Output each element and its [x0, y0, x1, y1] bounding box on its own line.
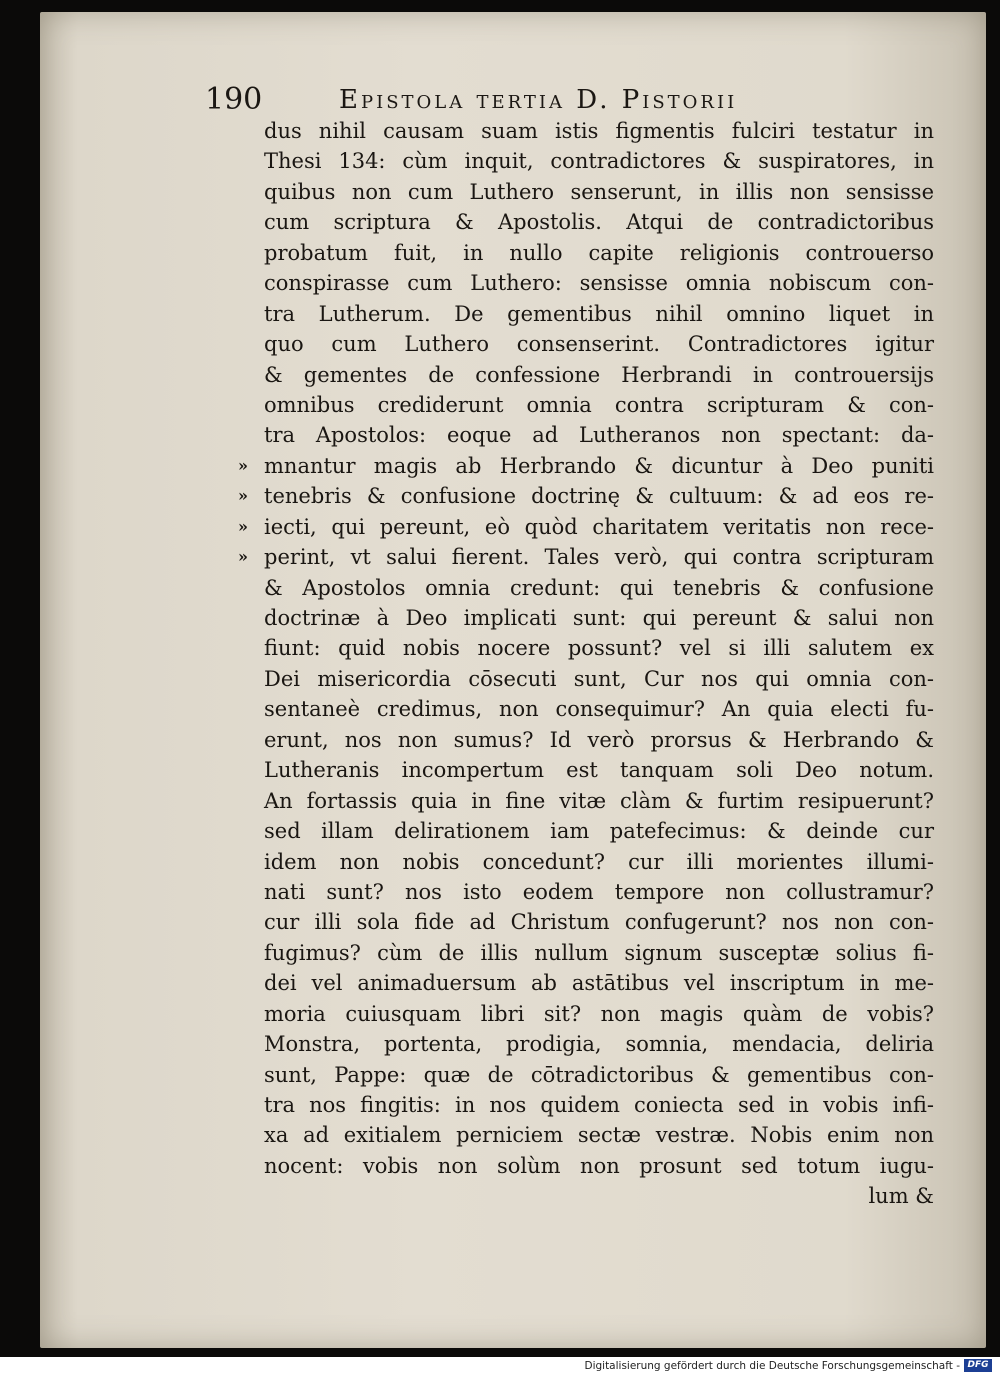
text-line	[238, 481, 934, 511]
text-line	[264, 816, 934, 846]
text-line	[264, 177, 934, 207]
text-line	[264, 1029, 934, 1059]
text-line-content: sunt, Pappe: quæ de cōtradictoribus & gementibus con-	[264, 1062, 934, 1087]
footer-bar	[0, 1357, 1000, 1375]
text-line	[264, 968, 934, 998]
text-line-content: tenebris & confusione doctrinę & cultuum: & ad eos re-	[264, 484, 934, 509]
text-line	[264, 877, 934, 907]
text-line-content: & Apostolos omnia credunt: qui tenebris & confusione	[264, 575, 934, 600]
text-line-content: dus nihil causam suam istis figmentis fulciri testatur in	[264, 119, 934, 143]
text-line	[264, 329, 934, 359]
text-line	[264, 755, 934, 785]
text-line	[264, 725, 934, 755]
text-line	[238, 451, 934, 481]
text-line	[264, 633, 934, 663]
text-line	[264, 1120, 934, 1150]
text-line-content: nati sunt? nos isto eodem tempore non collustramur?	[264, 879, 934, 904]
text-line-content: erunt, nos non sumus? Id verò prorsus & Herbrando &	[264, 727, 934, 752]
text-line-content: xa ad exitialem perniciem sectæ vestræ. Nobis enim non	[264, 1123, 934, 1148]
text-line-content: dei vel animaduersum ab astātibus vel inscriptum in me-	[264, 971, 934, 996]
text-line-content: nocent: vobis non solùm non prosunt sed totum iugu-	[264, 1153, 934, 1178]
quotation-mark: »	[238, 516, 248, 536]
body-text	[238, 116, 944, 1212]
text-line	[264, 146, 934, 176]
text-line-content: omnibus crediderunt omnia contra scripturam & con-	[264, 392, 934, 417]
text-line-content: quo cum Luthero consenserint. Contradictores igitur	[264, 332, 934, 357]
text-line-content: fugimus? cùm de illis nullum signum susceptæ solius fi-	[264, 940, 934, 965]
text-line	[238, 542, 934, 572]
quotation-mark: »	[238, 547, 248, 567]
running-title: Epistola tertia D. Pistorii	[339, 85, 738, 115]
text-line-content: An fortassis quia in fine vitæ clàm & furtim resipuerunt?	[264, 788, 934, 813]
text-line	[264, 1151, 934, 1181]
text-line	[238, 512, 934, 542]
running-head	[205, 80, 905, 120]
text-line-content: idem non nobis concedunt? cur illi morientes illumi-	[264, 849, 934, 874]
text-line	[264, 420, 934, 450]
text-line-content: mnantur magis ab Herbrando & dicuntur à Deo puniti	[264, 453, 934, 478]
text-line	[264, 116, 934, 146]
text-line	[264, 299, 934, 329]
text-line-content: cur illi sola fide ad Christum confugerunt? nos non con-	[264, 910, 934, 935]
text-line	[264, 238, 934, 268]
text-line-content: cum scriptura & Apostolis. Atqui de contradictoribus	[264, 210, 934, 235]
text-line-content: quibus non cum Luthero senserunt, in illis non sensisse	[264, 179, 934, 204]
text-line	[264, 390, 934, 420]
text-line-content: perint, vt salui fierent. Tales verò, qui contra scripturam	[264, 545, 934, 570]
text-line-content: sed illam delirationem iam patefecimus: & deinde cur	[264, 819, 934, 844]
text-line	[264, 360, 934, 390]
text-line-content: conspirasse cum Luthero: sensisse omnia nobiscum con-	[264, 271, 934, 296]
text-line	[264, 786, 934, 816]
text-line-content: tra nos fingitis: in nos quidem coniecta sed in vobis infi-	[264, 1093, 934, 1117]
text-line	[264, 847, 934, 877]
text-line	[264, 207, 934, 237]
text-line	[264, 664, 934, 694]
text-line-content: Thesi 134: cùm inquit, contradictores & suspiratores, in	[264, 149, 934, 174]
text-line	[264, 999, 934, 1029]
text-line	[264, 1090, 934, 1120]
text-line-content: iecti, qui pereunt, eò quòd charitatem veritatis non rece-	[264, 514, 934, 539]
text-line-content: lum &	[868, 1184, 934, 1209]
text-line-content: tra Apostolos: eoque ad Lutheranos non spectant: da-	[264, 423, 934, 448]
text-line-content: probatum fuit, in nullo capite religionis controuerso	[264, 240, 934, 265]
text-line-content: & gementes de confessione Herbrandi in controuersijs	[264, 362, 934, 387]
text-line-content: tra Lutherum. De gementibus nihil omnino liquet in	[264, 301, 934, 326]
text-line	[264, 603, 934, 633]
text-line-content: Dei misericordia cōsecuti sunt, Cur nos qui omnia con-	[264, 666, 934, 691]
dfg-logo-icon: DFG	[964, 1359, 992, 1372]
text-line	[264, 938, 934, 968]
quotation-mark: »	[238, 455, 248, 475]
text-line	[264, 1060, 934, 1090]
text-line-content: Lutheranis incompertum est tanquam soli Deo notum.	[264, 758, 934, 783]
text-line-content: Monstra, portenta, prodigia, somnia, mendacia, deliria	[264, 1032, 934, 1057]
text-line	[264, 1181, 934, 1211]
text-line	[264, 907, 934, 937]
quotation-mark: »	[238, 486, 248, 506]
text-line-content: moria cuiusquam libri sit? non magis quàm de vobis?	[264, 1001, 934, 1026]
text-line-content: doctrinæ à Deo implicati sunt: qui pereunt & salui non	[264, 606, 934, 630]
page-number: 190	[205, 82, 263, 117]
text-line	[264, 694, 934, 724]
text-line	[264, 268, 934, 298]
funding-credit: Digitalisierung gefördert durch die Deutsche Forschungsgemeinschaft -	[584, 1360, 960, 1372]
text-line	[264, 573, 934, 603]
text-line-content: fiunt: quid nobis nocere possunt? vel si illi salutem ex	[264, 636, 934, 661]
text-line-content: sentaneè credimus, non consequimur? An quia electi fu-	[264, 697, 934, 722]
